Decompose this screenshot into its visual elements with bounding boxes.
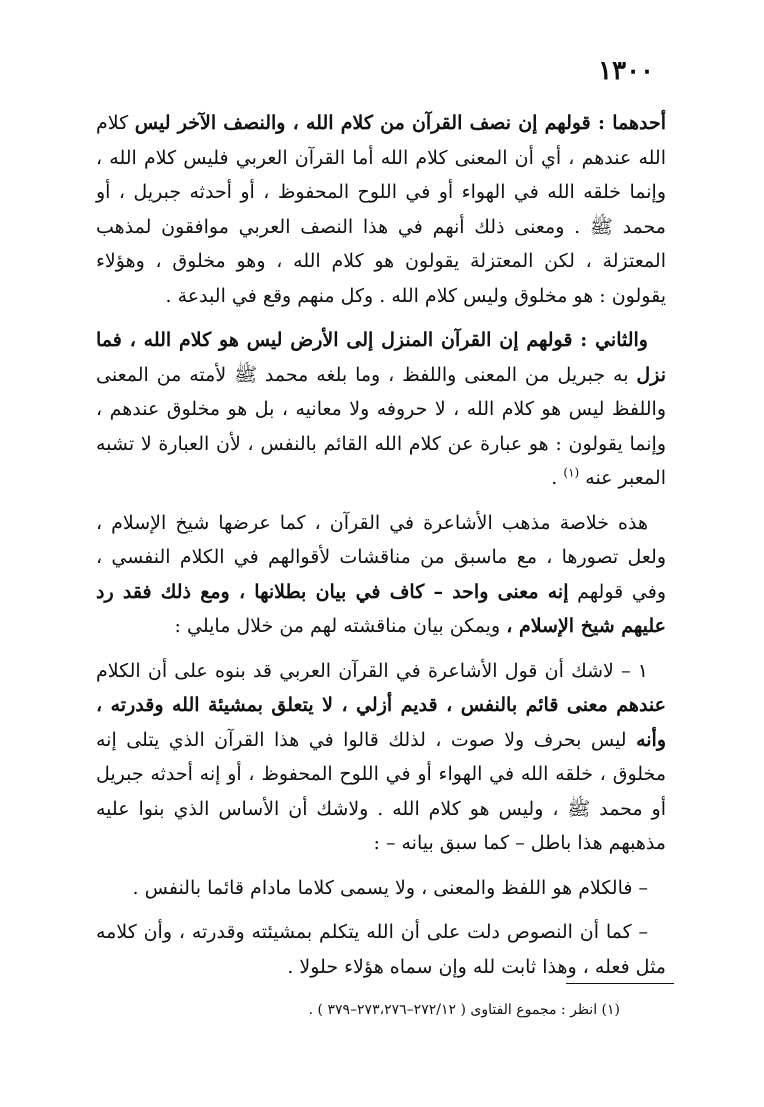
- paragraph-bold-text: عندهم معنى قائم بالنفس ، قديم أزلي ، لا يتعلق بمشيئة الله وقدرته ، وأنه: [96, 694, 666, 751]
- paragraph-first-view: [96, 106, 666, 313]
- paragraph-text: ليس بحرف ولا صوت ، لذلك قالوا في هذا القرآن الذي يتلى إنه مخلوق ، خلقه الله في الهواء أو في اللوح المحفوظ ، أو إنه أحدثه جبريل أو محمد ﷺ ، وليس هو كلام الله . ولاشك أن الأساس الذي بنوا عليه مذهبهم هذا باطل – كما سبق بيانه – :: [96, 728, 666, 854]
- paragraph-text: هذه خلاصة مذهب الأشاعرة في القرآن ، كما عرضها شيخ الإسلام ، ولعل تصورها ، مع ماسبق من مناقشات لأقوالهم في الكلام النفسي ، وفي قولهم: [96, 511, 666, 603]
- paragraph-text: ويمكن بيان مناقشته لهم من خلال مايلي :: [174, 615, 501, 637]
- paragraph-second-view: [96, 323, 666, 496]
- paragraph-bold-text: إنه معنى واحد – كاف في بيان بطلانها ، ومع ذلك فقد رد عليهم شيخ الإسلام ،: [96, 580, 666, 637]
- page-number: ١٣٠٠: [598, 56, 654, 86]
- footnote-divider: [566, 983, 674, 984]
- paragraph-text: – فالكلام هو اللفظ والمعنى ، ولا يسمى كلاما مادام قائما بالنفس .: [132, 876, 648, 899]
- paragraph-heading: والثاني : قولهم إن القرآن المنزل إلى الأرض ليس هو كلام الله ، فما نزل: [96, 329, 666, 386]
- footnote-reference: (١): [563, 465, 580, 480]
- paragraph-heading: أحدهما : قولهم إن نصف القرآن من كلام الله ، والنصف الآخر ليس: [134, 112, 666, 134]
- paragraph-summary: [96, 506, 666, 644]
- main-text: [96, 106, 666, 994]
- paragraph-text: ١ – لاشك أن قول الأشاعرة في القرآن العربي قد بنوه على أن الكلام: [96, 659, 648, 682]
- paragraph-text: – كما أن النصوص دلت على أن الله يتكلم بمشيئته وقدرته ، وأن كلامه مثل فعله ، وهذا ثابت لله وإن سماه هؤلاء حلولا .: [96, 921, 666, 978]
- paragraph-point-one: [96, 654, 666, 861]
- paragraph-text: به جبريل من المعنى واللفظ ، وما بلغه محمد ﷺ لأمته من المعنى واللفظ ليس هو كلام الله ، لا حروفه ولا معانيه ، بل هو مخلوق عندهم ، وإنما يقولون : هو عبارة عن كلام الله القائم بالنفس ، لأن العبارة لا تشبه المعبر عنه: [96, 363, 666, 489]
- paragraph-dash-one: [96, 871, 666, 906]
- paragraph-text: كلام الله عندهم ، أي أن المعنى كلام الله أما القرآن العربي فليس كلام الله ، وإنما خلقه الله في الهواء أو في اللوح المحفوظ ، أو أحدثه جبريل ، أو محمد ﷺ . ومعنى ذلك أنهم في هذا النصف العربي موافقون لمذهب المعتزلة ، لكن المعتزلة يقولون هو كلام الله ، وهو مخلوق ، وهؤلاء يقولون : هو مخلوق وليس كلام الله . وكل منهم وقع في البدعة .: [96, 112, 666, 307]
- paragraph-dash-two: [96, 915, 666, 984]
- paragraph-end: .: [551, 467, 564, 489]
- footnote: (١) انظر : مجموع الفتاوى ( ٢٧٢/١٢–٢٧٣،٢٧٦–٣٧٩ ) .: [308, 1002, 620, 1018]
